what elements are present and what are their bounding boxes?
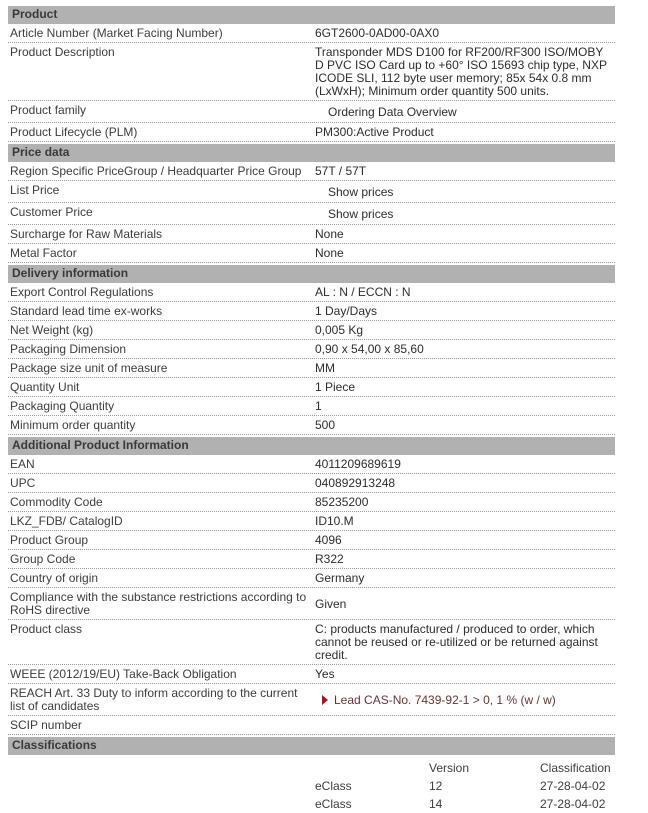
table-row	[8, 43, 615, 101]
table-row	[8, 321, 615, 340]
table-row	[8, 101, 615, 123]
row-label: Group Code	[10, 552, 76, 566]
country-of-origin-value: Germany	[315, 571, 365, 585]
show-prices-link[interactable]: Show prices	[328, 185, 394, 199]
product-group-value: 4096	[315, 533, 342, 547]
row-label: Metal Factor	[10, 246, 77, 260]
classifications-table	[8, 755, 615, 813]
table-row	[8, 665, 615, 684]
row-label: Package size unit of measure	[10, 361, 168, 375]
classification-col-header-classification: Classification	[540, 761, 611, 775]
classification-row	[8, 795, 615, 813]
lead-time-value: 1 Day/Days	[315, 304, 378, 318]
table-row	[8, 588, 615, 620]
table-row	[8, 684, 615, 716]
table-row	[8, 512, 615, 531]
row-label: Compliance with the substance restrictions according to RoHS directive	[10, 590, 307, 617]
package-unit-value: MM	[315, 361, 335, 375]
table-row	[8, 397, 615, 416]
table-row	[8, 162, 615, 181]
rohs-compliance-value: Given	[315, 596, 347, 611]
packaging-quantity-value: 1	[315, 399, 322, 413]
classification-system: eClass	[315, 779, 352, 793]
classification-version: 12	[429, 779, 443, 793]
reach-substance-link[interactable]	[315, 694, 615, 707]
section-header-classifications: Classifications	[8, 737, 615, 755]
article-number-value: 6GT2600-0AD00-0AX0	[315, 26, 440, 40]
row-label: Surcharge for Raw Materials	[10, 227, 163, 241]
section-header-price-data: Price data	[8, 144, 615, 162]
upc-value: 040892913248	[315, 476, 396, 490]
row-label: Standard lead time ex-works	[10, 304, 163, 318]
row-label: Packaging Quantity	[10, 399, 115, 413]
table-row	[8, 455, 615, 474]
table-row	[8, 302, 615, 321]
catalog-id-value: ID10.M	[315, 514, 354, 528]
table-row	[8, 359, 615, 378]
minimum-order-value: 500	[315, 418, 336, 432]
row-label: SCIP number	[10, 718, 82, 732]
export-control-value: AL : N / ECCN : N	[315, 285, 411, 299]
product-lifecycle-value: PM300:Active Product	[315, 125, 434, 139]
row-label: Product class	[10, 622, 83, 636]
section-header-product: Product	[8, 6, 615, 24]
table-row	[8, 378, 615, 397]
row-label: Net Weight (kg)	[10, 323, 94, 337]
row-label: Product Group	[10, 533, 89, 547]
table-row	[8, 493, 615, 512]
classifications-header-row	[8, 759, 615, 777]
ordering-data-overview-link[interactable]: Ordering Data Overview	[328, 105, 457, 119]
classification-row	[8, 777, 615, 795]
price-group-value: 57T / 57T	[315, 164, 367, 178]
product-description-value: Transponder MDS D100 for RF200/RF300 ISO/MOBY D PVC ISO Card up to +60° ISO 15693 chip type, NXP ICODE SLI, 112 byte user memory; 85x 54x 0.8 mm (LxWxH); Minimum order quantity 500 units.	[315, 45, 607, 98]
classification-version: 14	[429, 797, 443, 811]
row-label: Product Lifecycle (PLM)	[10, 125, 138, 139]
net-weight-value: 0,005 Kg	[315, 323, 364, 337]
table-row	[8, 225, 615, 244]
row-label: Country of origin	[10, 571, 99, 585]
row-label: Region Specific PriceGroup / Headquarter Price Group	[10, 164, 302, 178]
row-label: Article Number (Market Facing Number)	[10, 26, 223, 40]
reach-substance-text: Lead CAS-No. 7439-92-1 > 0, 1 % (w / w)	[334, 692, 556, 707]
row-label: Packaging Dimension	[10, 342, 127, 356]
row-label: UPC	[10, 476, 36, 490]
red-arrow-icon	[322, 695, 328, 705]
row-label: EAN	[10, 457, 35, 471]
section-header-additional-info: Additional Product Information	[8, 437, 615, 455]
row-label: WEEE (2012/19/EU) Take-Back Obligation	[10, 667, 237, 681]
table-row	[8, 474, 615, 493]
table-row	[8, 283, 615, 302]
row-label: REACH Art. 33 Duty to inform according to the current list of candidates	[10, 686, 298, 713]
classification-col-header-version: Version	[429, 761, 470, 775]
packaging-dimension-value: 0,90 x 54,00 x 85,60	[315, 342, 424, 356]
group-code-value: R322	[315, 552, 344, 566]
row-label: Customer Price	[10, 205, 93, 219]
row-label: Commodity Code	[10, 495, 103, 509]
commodity-code-value: 85235200	[315, 495, 369, 509]
classification-code: 27-28-04-02	[540, 779, 606, 793]
table-row	[8, 716, 615, 735]
table-row	[8, 123, 615, 142]
table-row	[8, 620, 615, 665]
product-class-value: C: products manufactured / produced to order, which cannot be reused or re-utilized or be returned against credit.	[315, 622, 598, 662]
table-row	[8, 244, 615, 263]
table-row	[8, 203, 615, 225]
row-label: Quantity Unit	[10, 380, 80, 394]
row-label: Product Description	[10, 45, 115, 59]
table-row	[8, 569, 615, 588]
table-row	[8, 24, 615, 43]
table-row	[8, 550, 615, 569]
classification-code: 27-28-04-02	[540, 797, 606, 811]
ean-value: 4011209689619	[315, 457, 401, 471]
row-label: LKZ_FDB/ CatalogID	[10, 514, 123, 528]
surcharge-value: None	[315, 227, 344, 241]
table-row	[8, 181, 615, 203]
row-label: Product family	[10, 103, 87, 117]
classification-system: eClass	[315, 797, 352, 811]
table-row	[8, 416, 615, 435]
quantity-unit-value: 1 Piece	[315, 380, 356, 394]
section-header-delivery: Delivery information	[8, 265, 615, 283]
row-label: List Price	[10, 183, 60, 197]
table-row	[8, 531, 615, 550]
weee-value: Yes	[315, 667, 335, 681]
metal-factor-value: None	[315, 246, 344, 260]
table-row	[8, 340, 615, 359]
row-label: Export Control Regulations	[10, 285, 154, 299]
row-label: Minimum order quantity	[10, 418, 136, 432]
show-prices-link[interactable]: Show prices	[328, 207, 394, 221]
